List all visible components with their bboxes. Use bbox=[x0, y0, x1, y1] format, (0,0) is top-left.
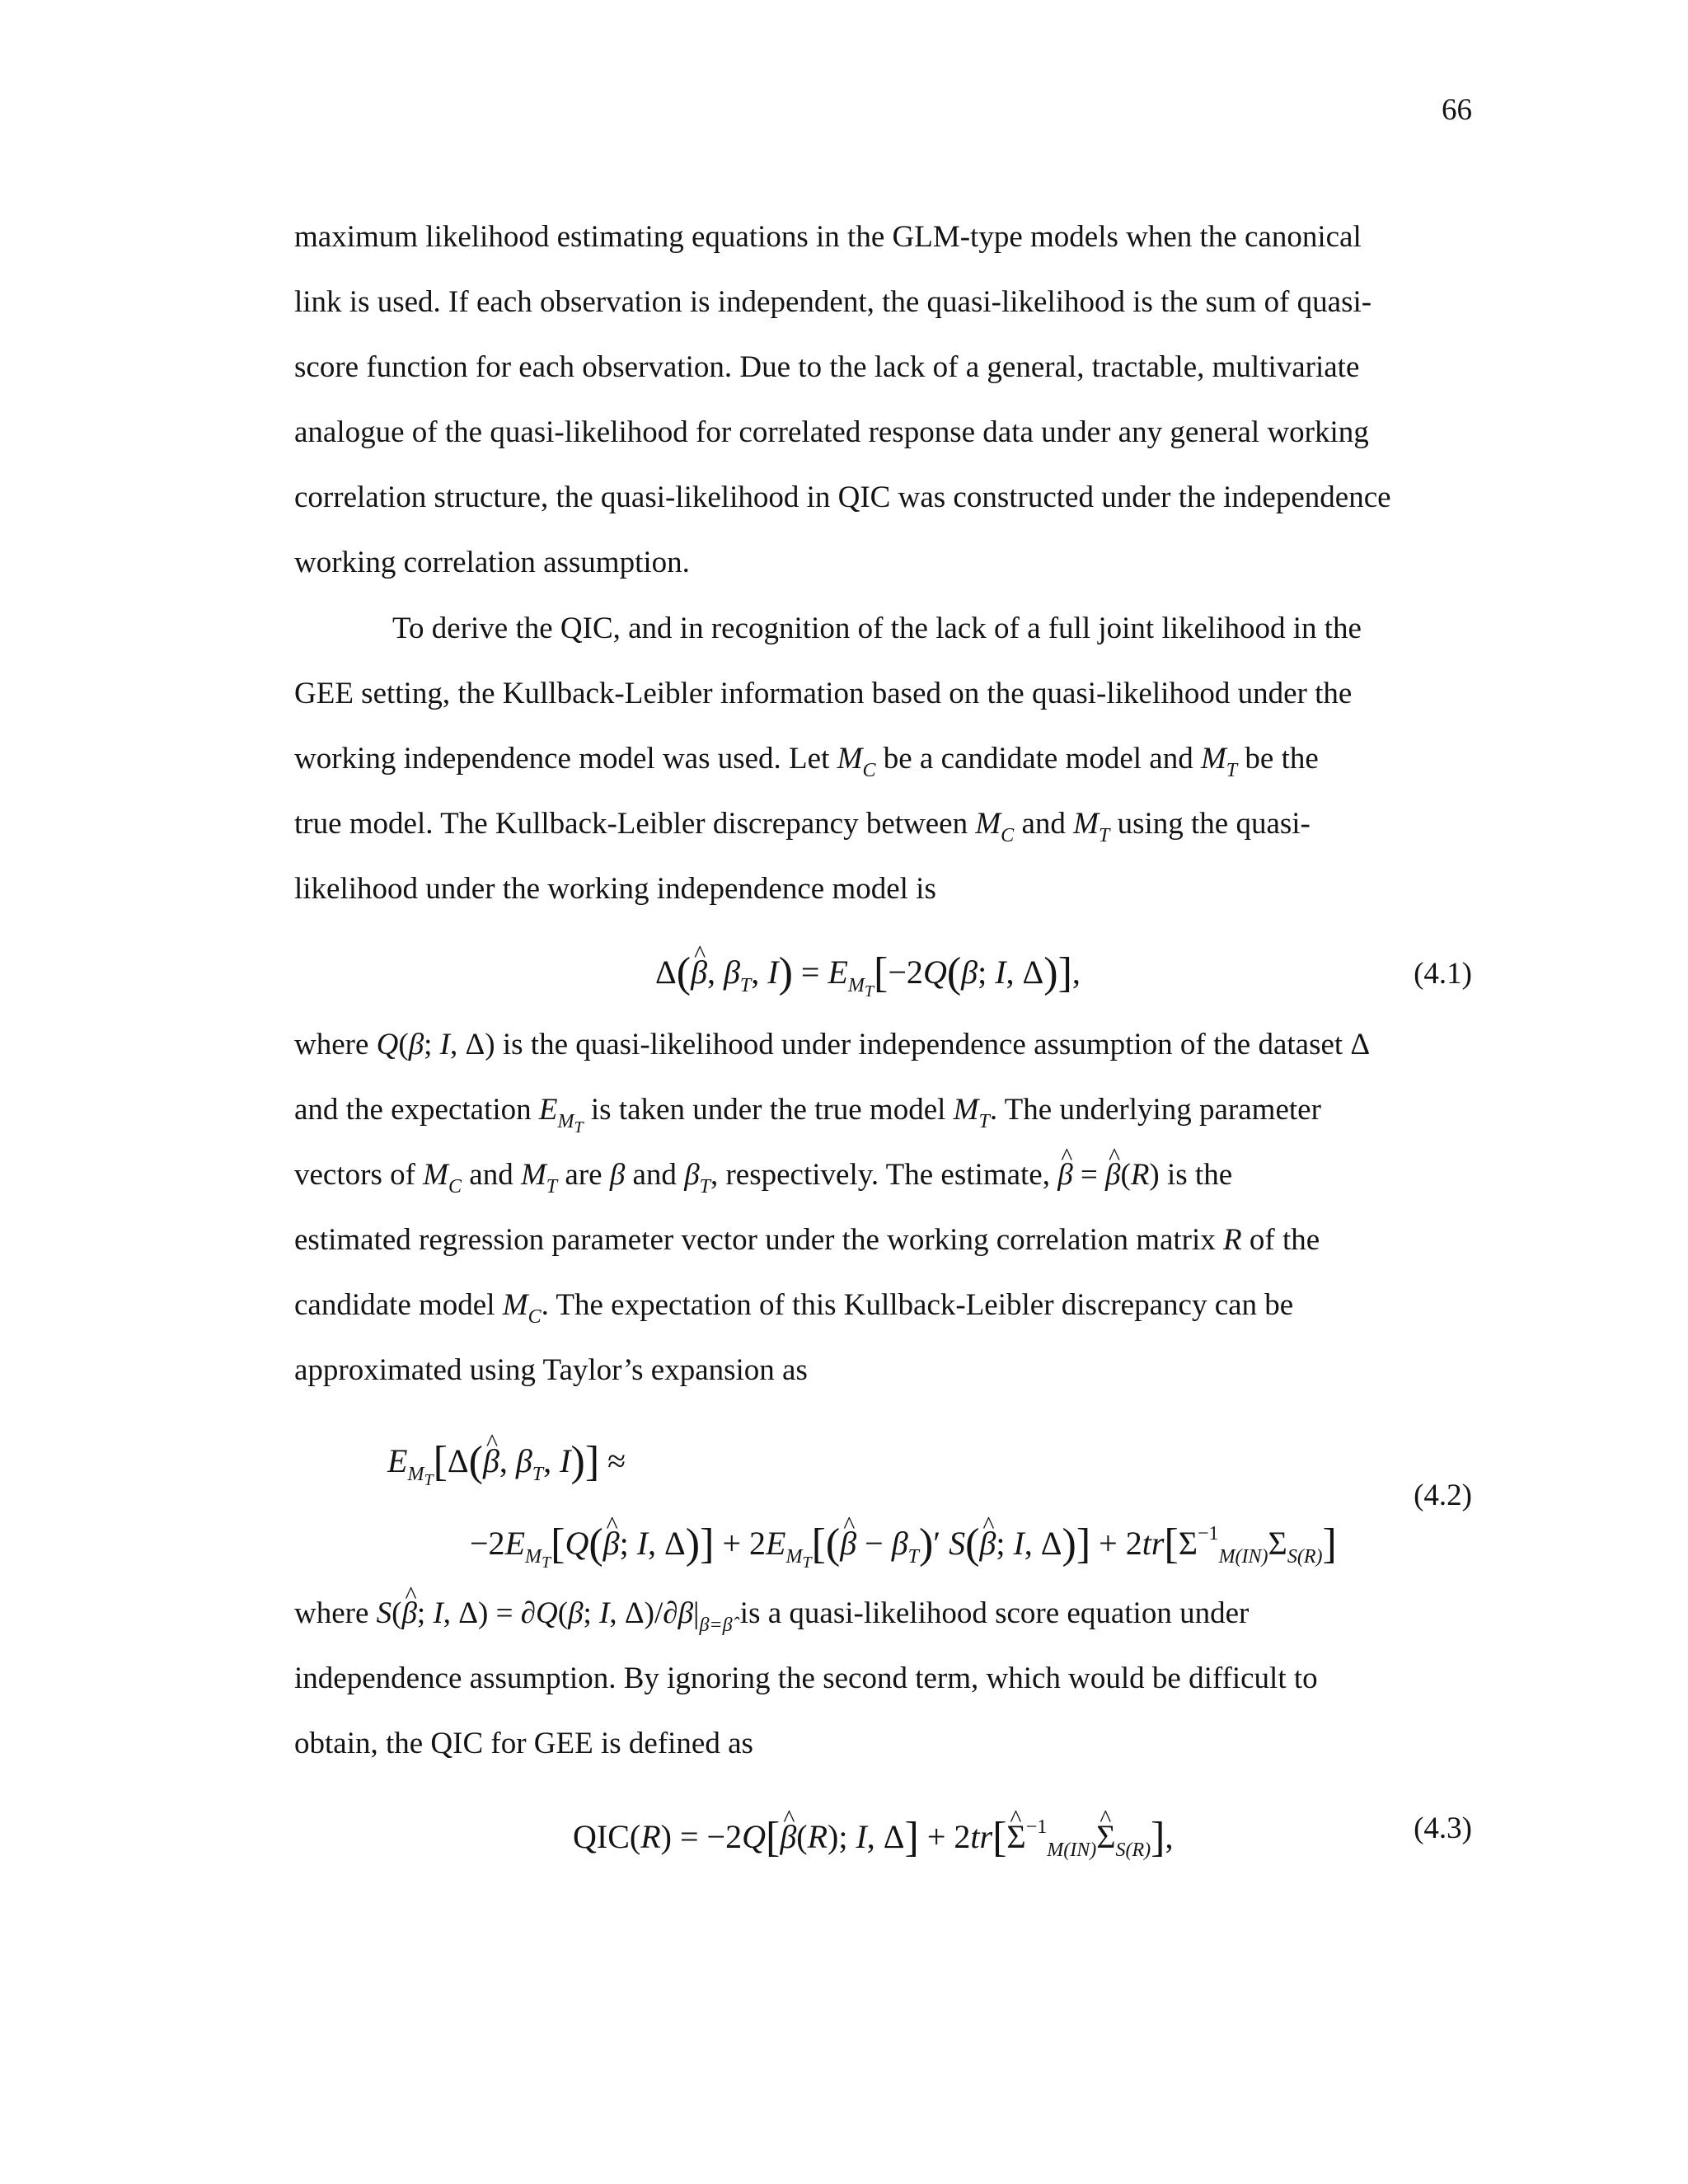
text-line: score function for each observation. Due to the lack of a general, tractable, multivariate bbox=[294, 350, 1360, 384]
text-line: and the expectation $E_{M_T}$ is taken under the true model $M_T$. The underlying parameter bbox=[294, 1093, 1321, 1137]
equation-4-2-line1: $E_{M_T}[\Delta(\^{}$ β, $\beta_T$, I)] ≈ bbox=[387, 1436, 626, 1505]
text-line: independence assumption. By ignoring the second term, which would be difficult to bbox=[294, 1661, 1318, 1695]
text-line: link is used. If each observation is independent, the quasi-likelihood is the sum of quasi- bbox=[294, 285, 1372, 319]
text-line: where S(^ β; I, Δ) = ∂Q(β; I, $\Delta)/\partial\beta|_{\beta=\betâ}$ is a quasi-likelihood score equation under bbox=[294, 1593, 1249, 1646]
text-line: correlation structure, the quasi-likelihood in QIC was constructed under the independence bbox=[294, 480, 1391, 514]
text-line: GEE setting, the Kullback-Leibler information based on the quasi-likelihood under the bbox=[294, 677, 1353, 710]
page-number: 66 bbox=[1442, 93, 1472, 127]
equation-4-3: QIC(R) = −2Q[^ β(R); I, Δ] + 2tr[^ $\Sigma^{-1}_{M(IN)}\^{}$ $\Sigma_{S(R)}$], bbox=[573, 1802, 1173, 1875]
equation-4-1: Δ(^ β, $\beta_T$, $I) = E_{M_T}[-2Q(\beta$; I, Δ)], bbox=[655, 948, 1081, 1016]
text-line: approximated using Taylor’s expansion as bbox=[294, 1353, 808, 1387]
text-line: where Q(β; I, Δ) is the quasi-likelihood under independence assumption of the dataset Δ bbox=[294, 1028, 1371, 1062]
text-line: vectors of $M_C$ and $M_T$ are β and $\beta_T$, respectively. The estimate, ^ β = ^ β(R) is the bbox=[294, 1155, 1232, 1207]
text-line: working correlation assumption. bbox=[294, 546, 690, 579]
text-line: analogue of the quasi-likelihood for correlated response data under any general working bbox=[294, 415, 1369, 449]
equation-number: (4.1) bbox=[1414, 957, 1472, 991]
equation-number: (4.3) bbox=[1414, 1811, 1472, 1845]
equation-4-2-line2: $-2E_{M_T}[Q(\^{}$ β; I, $\Delta)] + 2E_{M_T}[(\^{}$ $\beta - \beta_T)'$ S(^ β; I, $\Delta)] + 2tr[\Sigma^{-1}_{M(IN)}\Sigma_{S(R)}]$ bbox=[470, 1509, 1337, 1587]
text-line: To derive the QIC, and in recognition of the lack of a full joint likelihood in the bbox=[392, 612, 1362, 645]
equation-number: (4.2) bbox=[1414, 1479, 1472, 1512]
text-line: candidate model $M_C$. The expectation of this Kullback-Leibler discrepancy can be bbox=[294, 1288, 1294, 1328]
text-line: maximum likelihood estimating equations in the GLM-type models when the canonical bbox=[294, 220, 1362, 254]
text-line: likelihood under the working independence model is bbox=[294, 872, 936, 906]
text-line: obtain, the QIC for GEE is defined as bbox=[294, 1727, 753, 1760]
text-line: true model. The Kullback-Leibler discrepancy between $M_C$ and $M_T$ using the quasi- bbox=[294, 807, 1311, 846]
text-line: working independence model was used. Let $M_C$ be a candidate model and $M_T$ be the bbox=[294, 742, 1319, 781]
text-line: estimated regression parameter vector under the working correlation matrix R of the bbox=[294, 1223, 1320, 1257]
